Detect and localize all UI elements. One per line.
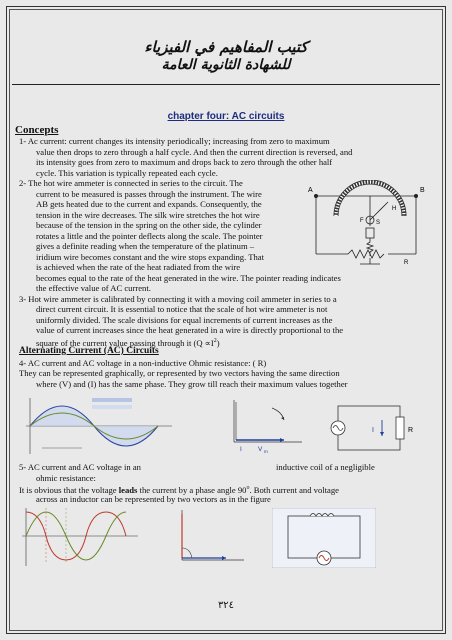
ac-inductor-circuit-figure <box>272 508 376 568</box>
item4-line2: They can be represented graphically, or represented by two vectors having the same direction <box>19 368 340 378</box>
chapter-title: chapter four: AC circuits <box>167 111 285 122</box>
ac-resistor-circuit-figure <box>330 402 420 456</box>
ammeter-label-h: H <box>392 206 397 212</box>
inductor-phasor-figure <box>170 506 252 568</box>
header-rule <box>12 84 440 85</box>
phasor-label-v: V <box>258 446 263 453</box>
item2-line2: current to be measured is passes through the instrument. The wire <box>36 188 262 199</box>
item2-line10: becomes equal to the rate of the heat generated in the wire. The pointer reading indicates <box>36 272 341 283</box>
concepts-heading: Concepts <box>15 124 59 136</box>
item4-line3: where (V) and (I) has the same phase. They grow till reach their maximum values together <box>36 378 348 389</box>
ac-circuits-heading: Alternating Current (AC) Circuits <box>19 346 159 356</box>
item5-text-c: the current by a phase angle 90 <box>137 484 247 495</box>
ammeter-label-a: A <box>308 187 313 194</box>
item3-line5-close: ) <box>216 337 220 348</box>
item5-line1-right: inductive coil of a negligible <box>276 462 375 472</box>
item3-line2: direct current circuit. It is essential to notice that the scale of hot wire ammeter is not <box>36 304 328 314</box>
item2-line5: because of the tension in the spring on the other side, the cylinder <box>36 220 262 230</box>
resistor-label-i: I <box>372 427 374 434</box>
item5-degree-sup: o <box>246 485 250 491</box>
page-number: ٣٢٤ <box>217 600 235 611</box>
item2-line11: the effective value of AC current. <box>36 283 151 293</box>
item2-line4: tension in the wire decreases. The silk wire stretches the hot wire <box>36 209 260 220</box>
item3-superscript: 2 <box>213 337 217 344</box>
item1-line2: value then drops to zero through a half cycle. And then the current direction is reversed, and <box>36 146 353 157</box>
hot-wire-ammeter-figure <box>308 180 428 276</box>
item2-line7: gives a definite reading when the temperature of the platinum – <box>36 241 255 251</box>
arabic-title-line1: كتيب المفاهيم في الفيزياء <box>144 38 308 56</box>
item1-line3: its intensity goes from zero to maximum and drops back to zero through the other half <box>36 157 333 167</box>
ammeter-label-r: R <box>404 260 409 266</box>
item5-text-line2: across an inductor can be represented by two vectors as in the figure <box>36 493 271 504</box>
resistor-label-r: R <box>408 427 414 434</box>
item3-line1: 3- Hot wire ammeter is calibrated by connecting it with a moving coil ammeter in series to a <box>19 293 337 304</box>
in-phase-waveform-figure <box>22 394 182 456</box>
ammeter-label-f: F <box>360 218 364 224</box>
phasor-label-m: m <box>264 449 268 454</box>
ammeter-label-b: B <box>420 187 425 194</box>
item1-line4: cycle. This variation is typically repeated each cycle. <box>36 167 218 178</box>
ammeter-label-s: S <box>376 220 381 226</box>
item2-line1: 2- The hot wire ammeter is connected in series to the circuit. The <box>19 178 243 188</box>
item3-line4: value of current increases since the heat generated in a wire is directly proportional to the <box>36 325 344 335</box>
item5-line2: ohmic resistance: <box>36 472 96 483</box>
item4-line1: 4- AC current and AC voltage in a non-inductive Ohmic resistance: ( R) <box>19 357 267 368</box>
item5-line1-left: 5- AC current and AC voltage in an <box>19 462 141 472</box>
item3-line3: uniformly divided. The scale divisions for equal increments of current increases as the <box>36 314 333 325</box>
item3-line5-text: square of the current value passing through it (Q ∝I <box>36 337 214 348</box>
arabic-title-line2: للشهادة الثانوية العامة <box>161 57 291 73</box>
item2-line3: AB gets heated due to the current and expands. Consequently, the <box>36 199 262 209</box>
item5-text-e: . Both current and voltage <box>249 484 339 495</box>
in-phase-phasor-figure <box>222 394 312 454</box>
item2-line9: is achieved when the rate of the heat radiated from the wire <box>36 262 241 272</box>
item5-text-leads: leads <box>118 484 138 495</box>
phasor-label-i: I <box>240 446 242 453</box>
item2-line6: rotates a little and the pointer deflects along the scale. The pointer <box>36 230 263 241</box>
item2-line8: iridium wire becomes constant and the wire stops expanding. That <box>36 251 264 262</box>
item5-text-a: It is obvious that the voltage <box>19 484 119 495</box>
item1-line1: 1- Ac current: current changes its intensity periodically; increasing from zero to maximum <box>19 136 330 146</box>
inductor-waveform-figure <box>18 506 142 568</box>
